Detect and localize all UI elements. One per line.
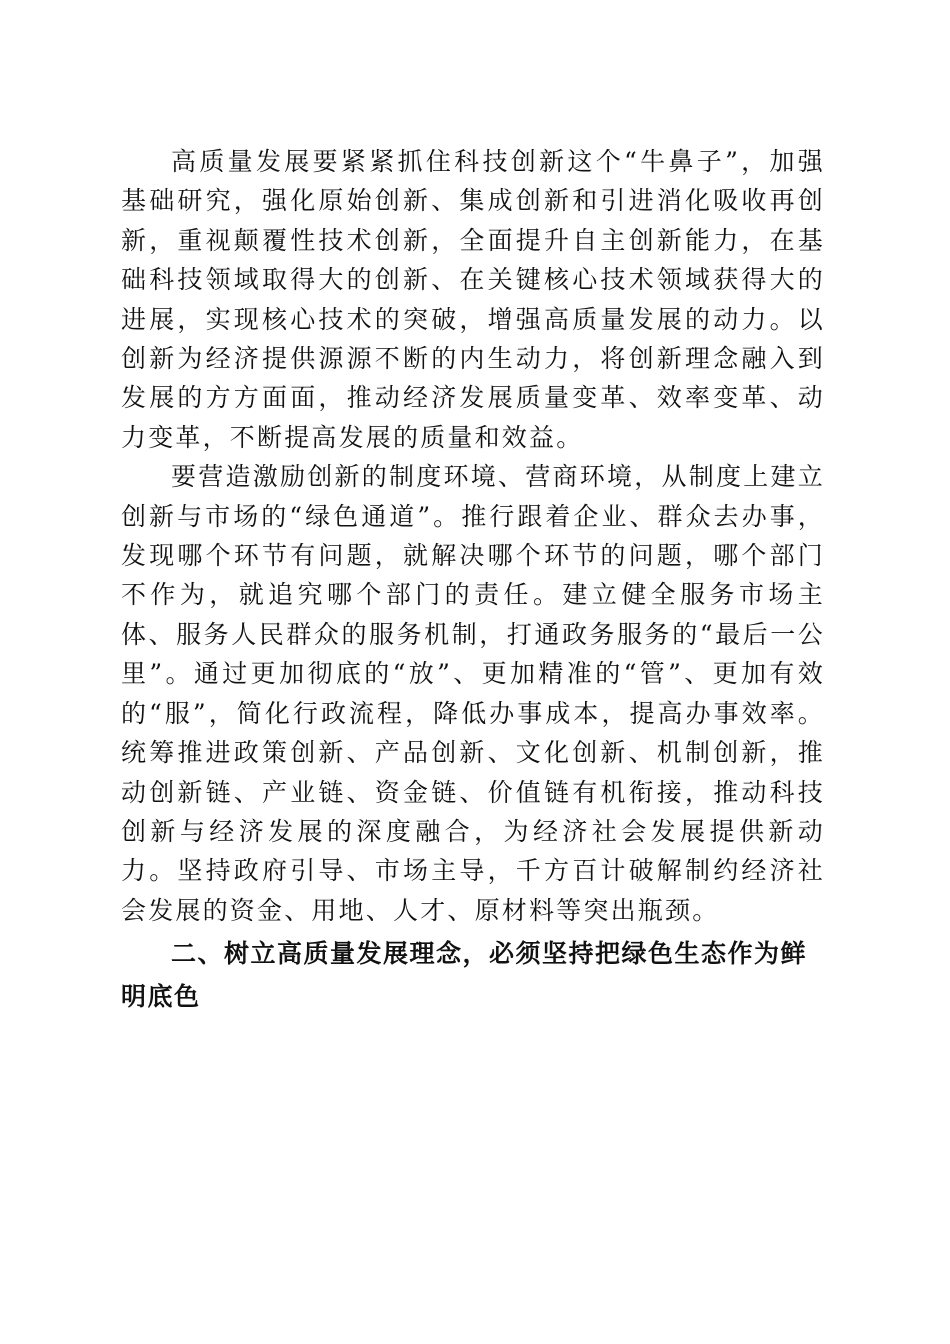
paragraph-tech-innovation: 高质量发展要紧紧抓住科技创新这个“牛鼻子”，加强基础研究，强化原始创新、集成创新和引进消化吸收再创新，重视颠覆性技术创新，全面提升自主创新能力，在基础科技领域取得大的创新、在关键核心技术领域获得大的进展，实现核心技术的突破，增强高质量发展的动力。以创新为经济提供源源不断的内生动力，将创新理念融入到发展的方方面面，推动经济发展质量变革、效率变革、动力变革，不断提高发展的质量和效益。 [121,147,825,452]
section-heading-green-ecology: 二、树立高质量发展理念，必须坚持把绿色生态作为鲜明底色 [121,939,808,1012]
document-body [121,142,825,1018]
paragraph-institutional-environment: 要营造激励创新的制度环境、营商环境，从制度上建立创新与市场的“绿色通道”。推行跟着企业、群众去办事，发现哪个环节有问题，就解决哪个环节的问题，哪个部门不作为，就追究哪个部门的责任。建立健全服务市场主体、服务人民群众的服务机制，打通政务服务的“最后一公里”。通过更加彻底的“放”、更加精准的“管”、更加有效的“服”，简化行政流程，降低办事成本，提高办事效率。统筹推进政策创新、产品创新、文化创新、机制创新，推动创新链、产业链、资金链、价值链有机衔接，推动科技创新与经济发展的深度融合，为经济社会发展提供新动力。坚持政府引导、市场主导，千方百计破解制约经济社会发展的资金、用地、人才、原材料等突出瓶颈。 [121,462,825,925]
